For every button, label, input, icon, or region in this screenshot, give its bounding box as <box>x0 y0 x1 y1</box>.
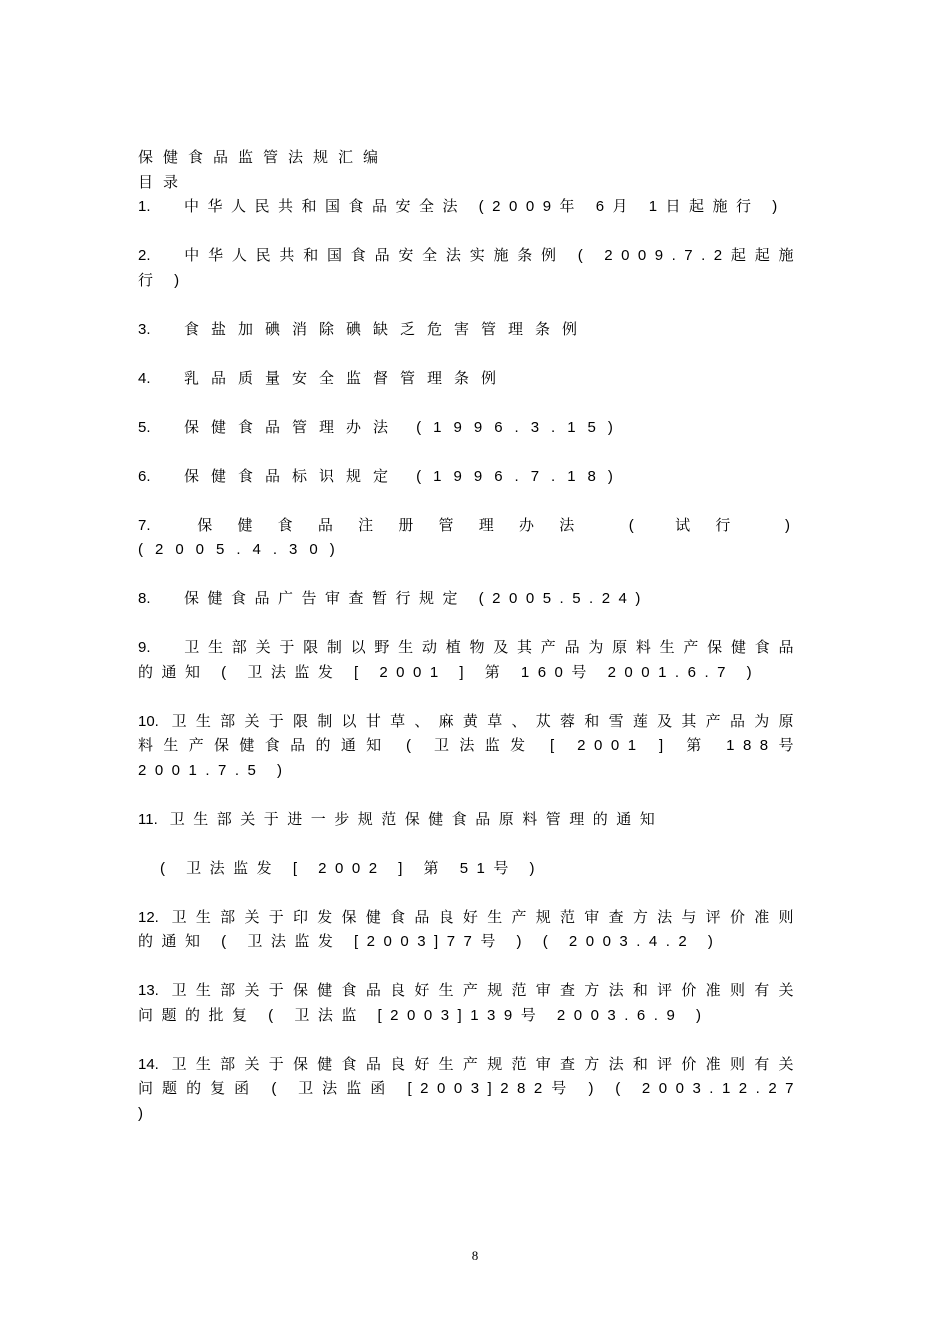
toc-entry-text: ( 卫法监发 [ 2002 ] 第 51号 ) <box>160 859 544 877</box>
toc-entry-12 <box>138 906 802 955</box>
toc-entry-text: 中华人民共和国食品安全法实施条例 ( 2009.7.2起起施行 ) <box>138 247 802 289</box>
toc-heading: 目录 <box>138 173 189 191</box>
toc-entry-5 <box>138 416 802 441</box>
document-title: 保健食品监管法规汇编 <box>138 149 389 166</box>
toc-entry-8 <box>138 587 802 612</box>
toc-entry-9 <box>138 636 802 685</box>
toc-entry-number: 5. <box>138 418 151 436</box>
page-content <box>138 146 802 1126</box>
toc-entry-number: 12. <box>138 908 159 926</box>
toc-entry-number: 14. <box>138 1055 159 1073</box>
toc-entry-text: 保健食品管理办法 (1996.3.15) <box>184 418 625 436</box>
toc-entry-11-detail <box>138 857 802 882</box>
toc-entry-number: 4. <box>138 369 151 387</box>
toc-entry-number: 9. <box>138 639 151 656</box>
toc-entry-number: 8. <box>138 590 151 607</box>
toc-entry-text: 保健食品广告审查暂行规定 (2005.5.24) <box>184 590 649 607</box>
toc-entry-number: 7. <box>138 516 151 534</box>
toc-entry-number: 13. <box>138 982 159 999</box>
toc-entry-number: 2. <box>138 247 151 264</box>
toc-entry-13 <box>138 979 802 1028</box>
toc-entry-text: 保健食品注册管理办法 ( 试行 ) (2005.4.30) <box>138 516 802 558</box>
toc-entry-number: 1. <box>138 198 151 215</box>
toc-entry-7 <box>138 514 802 563</box>
toc-entry-1 <box>138 195 802 220</box>
page-number: 8 <box>471 1248 479 1263</box>
toc-entry-11 <box>138 808 802 833</box>
toc-entry-text: 乳品质量安全监督管理条例 <box>184 369 509 387</box>
toc-entry-text: 食盐加碘消除碘缺乏危害管理条例 <box>184 320 590 338</box>
toc-entry-text: 卫生部关于印发保健食品良好生产规范审查方法与评价准则的通知 ( 卫法监发 [2003]77号 ) ( 2003.4.2 ) <box>138 908 802 950</box>
toc-entry-text: 卫生部关于进一步规范保健食品原料管理的通知 <box>169 810 664 828</box>
toc-entry-10 <box>138 710 802 784</box>
toc-entry-14 <box>138 1053 802 1127</box>
toc-entry-text: 卫生部关于保健食品良好生产规范审查方法和评价准则有关问题的复函 ( 卫法监函 [2003]282号 ) ( 2003.12.27 ) <box>138 1055 802 1122</box>
toc-entry-text: 保健食品标识规定 (1996.7.18) <box>184 467 625 485</box>
toc-entry-4 <box>138 367 802 392</box>
toc-entry-number: 6. <box>138 467 151 485</box>
toc-entry-text: 中华人民共和国食品安全法 (2009年 6月 1日起施行 ) <box>184 198 786 215</box>
toc-entry-3 <box>138 318 802 343</box>
toc-entry-6 <box>138 465 802 490</box>
toc-entry-number: 11. <box>138 810 158 828</box>
toc-entry-2 <box>138 244 802 293</box>
toc-entry-number: 3. <box>138 320 151 338</box>
toc-entry-number: 10. <box>138 712 159 730</box>
toc-entry-text: 卫生部关于限制以甘草、麻黄草、苁蓉和雪莲及其产品为原料生产保健食品的通知 ( 卫法监发 [ 2001 ] 第 188号 2001.7.5 ) <box>138 712 802 779</box>
toc-entry-text: 卫生部关于限制以野生动植物及其产品为原料生产保健食品的通知 ( 卫法监发 [ 2001 ] 第 160号 2001.6.7 ) <box>138 639 802 681</box>
toc-entry-text: 卫生部关于保健食品良好生产规范审查方法和评价准则有关问题的批复 ( 卫法监 [2003]139号 2003.6.9 ) <box>138 982 802 1024</box>
